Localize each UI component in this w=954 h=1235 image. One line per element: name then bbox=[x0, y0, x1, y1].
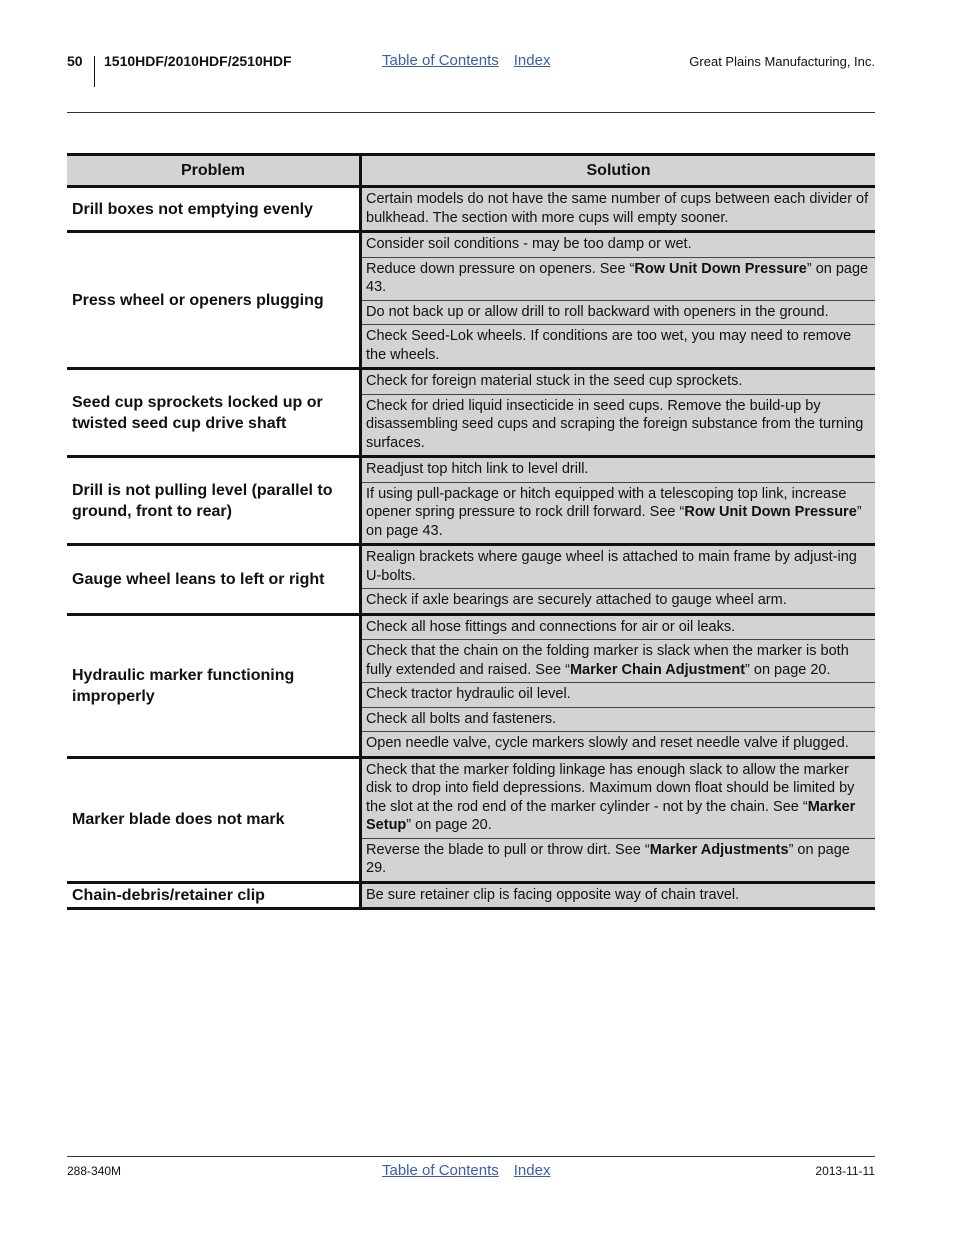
solution-text: ” on page 20. bbox=[745, 661, 831, 678]
problem-cell: Gauge wheel leans to left or right bbox=[67, 545, 361, 615]
solution-cell bbox=[361, 187, 876, 232]
solution-text: Check all bolts and fasteners. bbox=[366, 710, 557, 727]
table-row bbox=[67, 882, 875, 909]
problem-column-header: Problem bbox=[67, 155, 361, 187]
header-rule bbox=[67, 112, 875, 113]
footer-rule bbox=[67, 1156, 875, 1157]
table-row bbox=[67, 614, 875, 640]
troubleshooting-table bbox=[67, 153, 875, 910]
solution-cell bbox=[361, 732, 876, 758]
solution-cell bbox=[361, 482, 876, 545]
table-row bbox=[67, 232, 875, 258]
solution-text: ” on page 29. bbox=[366, 841, 850, 876]
solution-reference: Marker Setup bbox=[366, 798, 856, 833]
solution-cell bbox=[361, 838, 876, 882]
solution-cell bbox=[361, 683, 876, 708]
solution-cell bbox=[361, 325, 876, 369]
solution-text: Check tractor hydraulic oil level. bbox=[366, 686, 571, 702]
solution-cell bbox=[361, 457, 876, 483]
solution-cell bbox=[361, 257, 876, 300]
solution-text: Check Seed-Lok wheels. If conditions are too wet, you may need to remove the wheels. bbox=[366, 328, 852, 363]
solution-reference: Row Unit Down Pressure bbox=[634, 260, 807, 277]
solution-cell bbox=[361, 394, 876, 457]
solution-text: Certain models do not have the same number of cups between each divider of bulkhead. The section with more cups will empty sooner. bbox=[366, 191, 869, 226]
table-row bbox=[67, 545, 875, 589]
model-title: 1510HDF/2010HDF/2510HDF bbox=[104, 53, 292, 69]
company-name: Great Plains Manufacturing, Inc. bbox=[689, 54, 875, 69]
solution-cell bbox=[361, 614, 876, 640]
solution-text: Check for foreign material stuck in the seed cup sprockets. bbox=[366, 373, 743, 389]
solution-text: Open needle valve, cycle markers slowly and reset needle valve if plugged. bbox=[366, 735, 849, 751]
revision-date: 2013-11-11 bbox=[815, 1164, 875, 1178]
header-divider bbox=[94, 56, 95, 87]
solution-text: ” on page 43. bbox=[366, 504, 862, 539]
solution-text: Check all hose fittings and connections for air or oil leaks. bbox=[366, 618, 736, 635]
solution-text: Consider soil conditions - may be too damp or wet. bbox=[366, 236, 692, 252]
problem-cell: Chain-debris/retainer clip bbox=[67, 882, 361, 909]
problem-cell: Hydraulic marker functioning improperly bbox=[67, 614, 361, 757]
solution-text: Check that the chain on the folding marker is slack when the marker is both fully extended and raised. See “ bbox=[366, 643, 849, 678]
solution-text: Check that the marker folding linkage has enough slack to allow the marker disk to drop into field depressions. Maximum down float should be limited by the slot at the rod end of the marker cylinder - not by the chain. See “ bbox=[366, 761, 855, 815]
solution-column-header: Solution bbox=[361, 155, 876, 187]
footer-toc-link[interactable]: Table of Contents bbox=[382, 1162, 499, 1179]
table-row bbox=[67, 457, 875, 483]
solution-text: Be sure retainer clip is facing opposite way of chain travel. bbox=[366, 886, 740, 903]
solution-text: If using pull-package or hitch equipped with a telescoping top link, increase opener spring pressure to rock drill forward. See “ bbox=[366, 485, 847, 520]
solution-text: Do not back up or allow drill to roll backward with openers in the ground. bbox=[366, 303, 829, 320]
solution-text: ” on page 20. bbox=[406, 817, 492, 833]
solution-cell bbox=[361, 640, 876, 683]
solution-cell bbox=[361, 707, 876, 732]
header-nav bbox=[382, 52, 565, 69]
table-row bbox=[67, 369, 875, 395]
table-body bbox=[67, 187, 875, 909]
header-toc-link[interactable]: Table of Contents bbox=[382, 52, 499, 69]
problem-cell: Drill is not pulling level (parallel to ground, front to rear) bbox=[67, 457, 361, 545]
document-number: 288-340M bbox=[67, 1164, 122, 1178]
solution-cell bbox=[361, 545, 876, 589]
footer-index-link[interactable]: Index bbox=[513, 1162, 551, 1179]
problem-cell: Drill boxes not emptying evenly bbox=[67, 187, 361, 232]
solution-cell bbox=[361, 882, 876, 909]
header-index-link[interactable]: Index bbox=[513, 52, 551, 69]
solution-text: Reverse the blade to pull or throw dirt. See “ bbox=[366, 841, 650, 858]
page-header bbox=[67, 0, 875, 113]
solution-text: ” on page 43. bbox=[366, 260, 869, 295]
solution-text: Readjust top hitch link to level drill. bbox=[366, 461, 589, 477]
page-footer bbox=[67, 1156, 875, 1196]
solution-cell bbox=[361, 589, 876, 615]
page-number: 50 bbox=[67, 53, 83, 69]
solution-text: Check for dried liquid insecticide in seed cups. Remove the build-up by disassembling seed cups and scraping the foreign substance from the turning surfaces. bbox=[366, 397, 864, 451]
solution-cell bbox=[361, 757, 876, 838]
footer-nav bbox=[382, 1162, 565, 1179]
solution-reference: Row Unit Down Pressure bbox=[684, 504, 857, 520]
solution-reference: Marker Chain Adjustment bbox=[569, 661, 746, 678]
solution-text: Reduce down pressure on openers. See “ bbox=[366, 260, 635, 277]
problem-cell: Seed cup sprockets locked up or twisted seed cup drive shaft bbox=[67, 369, 361, 457]
solution-reference: Marker Adjustments bbox=[649, 841, 789, 858]
solution-cell bbox=[361, 300, 876, 325]
solution-text: Realign brackets where gauge wheel is attached to main frame by adjust-ing U-bolts. bbox=[366, 549, 857, 584]
table-row bbox=[67, 757, 875, 838]
solution-cell bbox=[361, 232, 876, 258]
solution-cell bbox=[361, 369, 876, 395]
problem-cell: Marker blade does not mark bbox=[67, 757, 361, 882]
table-row bbox=[67, 187, 875, 232]
problem-cell: Press wheel or openers plugging bbox=[67, 232, 361, 369]
solution-text: Check if axle bearings are securely attached to gauge wheel arm. bbox=[366, 592, 787, 608]
table-header-row bbox=[67, 155, 875, 187]
